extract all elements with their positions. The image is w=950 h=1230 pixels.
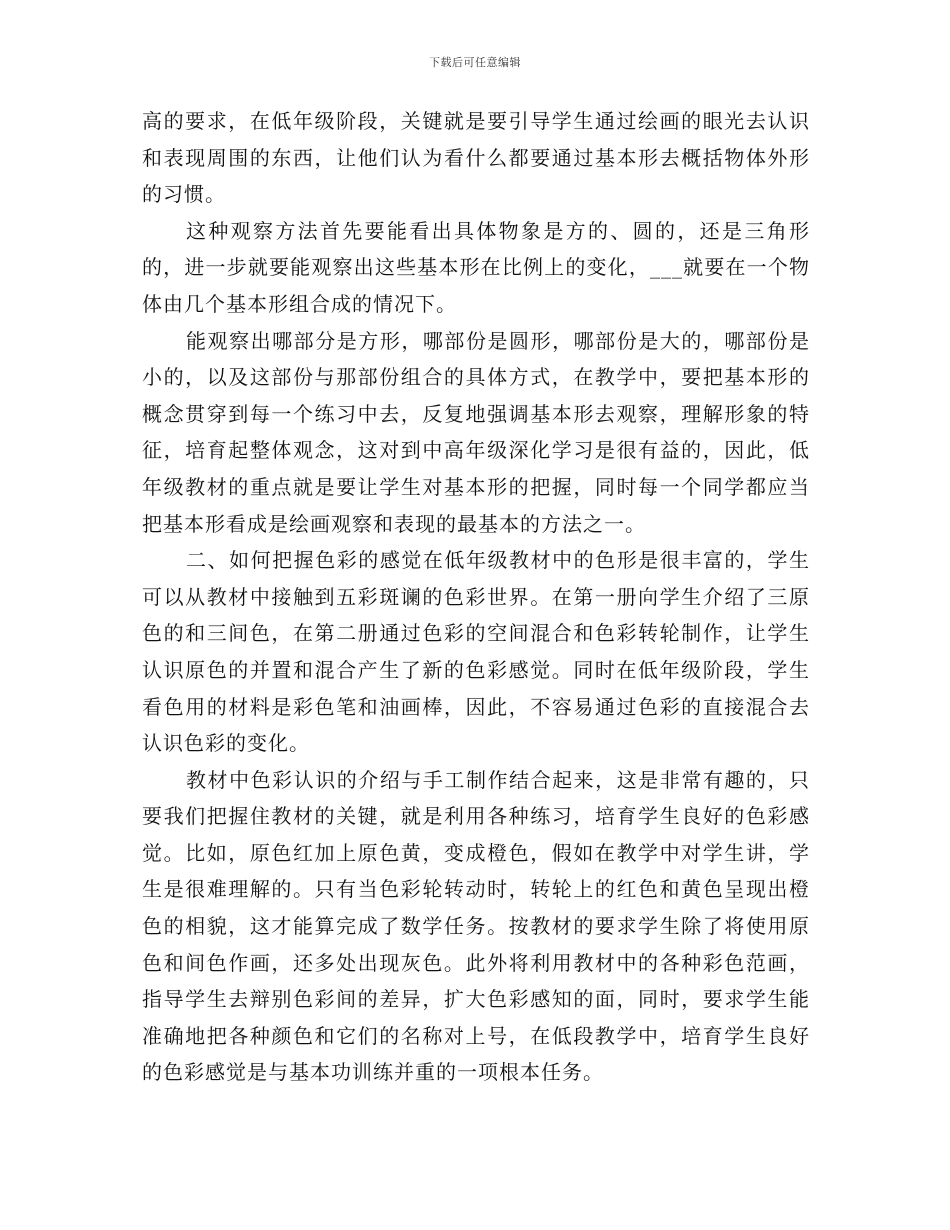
paragraph-4: 二、如何把握色彩的感觉在低年级教材中的色形是很丰富的，学生可以从教材中接触到五彩斑谰的色彩世界。在第一册向学生介绍了三原色的和三间色，在第二册通过色彩的空间混合和色彩转轮制作，让学生认识原色的并置和混合产生了新的色彩感觉。同时在低年级阶段，学生看色用的材料是彩色笔和油画棒，因此，不容易通过色彩的直接混合去认识色彩的变化。 — [142, 548, 810, 756]
paragraph-2: 这种观察方法首先要能看出具体物象是方的、圆的，还是三角形的，进一步就要能观察出这些基本形在比例上的变化，___就要在一个物体由几个基本形组合成的情况下。 — [142, 218, 810, 316]
paragraph-1: 高的要求，在低年级阶段，关键就是要引导学生通过绘画的眼光去认识和表现周围的东西，让他们认为看什么都要通过基本形去概括物体外形的习惯。 — [142, 109, 810, 207]
paragraph-5: 教材中色彩认识的介绍与手工制作结合起来，这是非常有趣的，只要我们把握住教材的关键，就是利用各种练习，培育学生良好的色彩感觉。比如，原色红加上原色黄，变成橙色，假如在教学中对学生讲，学生是很难理解的。只有当色彩轮转动时，转轮上的红色和黄色呈现出橙色的相貌，这才能算完成了数学任务。按教材的要求学生除了将使用原色和间色作画，还多处出现灰色。此外将利用教材中的各种彩色范画，指导学生去辩别色彩间的差异，扩大色彩感知的面，同时，要求学生能准确地把各种颜色和它们的名称对上号，在低段教学中，培育学生良好的色彩感觉是与基本功训练并重的一项根本任务。 — [142, 767, 810, 1085]
paragraph-3: 能观察出哪部分是方形，哪部份是圆形，哪部份是大的，哪部份是小的，以及这部份与那部份组合的具体方式，在教学中，要把基本形的概念贯穿到每一个练习中去，反复地强调基本形去观察，理解形象的特征，培育起整体观念，这对到中高年级深化学习是很有益的，因此，低年级教材的重点就是要让学生对基本形的把握，同时每一个同学都应当把基本形看成是绘画观察和表现的最基本的方法之一。 — [142, 328, 810, 536]
page-header-note: 下载后可任意编辑 — [429, 56, 521, 69]
document-body — [142, 103, 810, 1091]
